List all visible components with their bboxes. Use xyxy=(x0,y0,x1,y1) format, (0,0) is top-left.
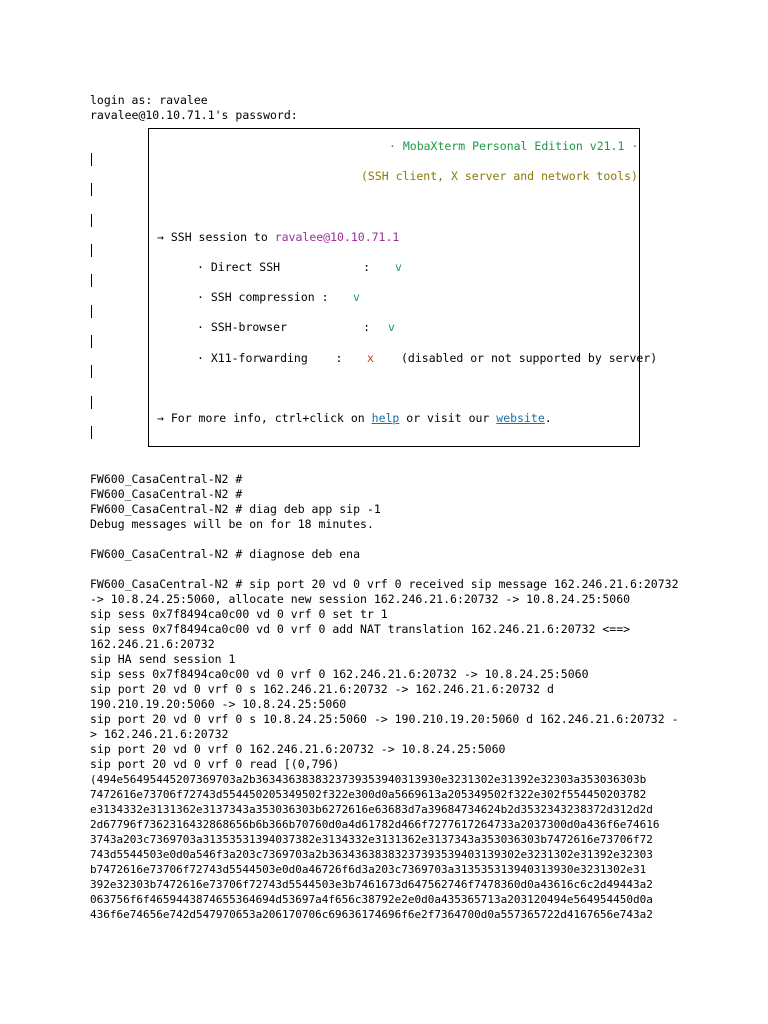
wrap-bar xyxy=(91,183,92,196)
hex-dump-line: 7472616e73706f72743d554450205349502f322e300d0a5669613a205349502f322e302f554450203782 xyxy=(90,788,647,801)
info-suffix: . xyxy=(544,411,552,425)
hex-dump-line: e3134332e3131362e3137343a353036303b6272616e63683d7a39684734624b2d3532343238372d312d2d xyxy=(90,803,653,816)
feature-ssh-browser-value: v xyxy=(388,320,395,334)
console-line: sip sess 0x7f8494ca0c00 vd 0 vrf 0 add NAT translation 162.246.21.6:20732 <==> xyxy=(90,622,631,636)
console-line: FW600_CasaCentral-N2 # diagnose deb ena xyxy=(90,547,361,561)
wrap-bar xyxy=(91,335,92,348)
banner-subtitle: (SSH client, X server and network tools) xyxy=(361,169,638,183)
console-line: 190.210.19.20:5060 -> 10.8.24.25:5060 xyxy=(90,697,347,711)
info-prefix: → For more info, ctrl+click on xyxy=(157,411,372,425)
hex-dump-line: 392e32303b7472616e73706f72743d5544503e3b7461673d647562746f7478360d0a43616c6c2d49443a2 xyxy=(90,878,653,891)
session-prefix: → SSH session to xyxy=(157,230,275,244)
console-line: FW600_CasaCentral-N2 # xyxy=(90,487,243,501)
console-line: sip port 20 vd 0 vrf 0 s 10.8.24.25:5060 -> 190.210.19.20:5060 d 162.246.21.6:20732 - xyxy=(90,712,679,726)
console-line: sip port 20 vd 0 vrf 0 read [(0,796) xyxy=(90,757,340,771)
session-target: ravalee@10.10.71.1 xyxy=(274,230,400,244)
login-prompt: login as: ravalee xyxy=(90,93,208,107)
wrap-bar xyxy=(91,426,92,439)
console-line: sip port 20 vd 0 vrf 0 162.246.21.6:20732 -> 10.8.24.25:5060 xyxy=(90,742,506,756)
feature-direct-ssh-value: v xyxy=(395,260,402,274)
password-prompt: ravalee@10.10.71.1's password: xyxy=(90,108,298,122)
hex-dump-line: 436f6e74656e742d547970653a206170706c69636174696f6e2f7364700d0a557365722d4167656e743a2 xyxy=(90,908,653,921)
hex-dump-line: 3743a203c7369703a31353531394037382e3134332e3131362e3137343a353036303b7472616e73706f72 xyxy=(90,833,653,846)
wrap-bar xyxy=(91,396,92,409)
feature-ssh-compression-value: v xyxy=(353,290,360,304)
console-line: Debug messages will be on for 18 minutes. xyxy=(90,517,374,531)
console-line: FW600_CasaCentral-N2 # diag deb app sip -1 xyxy=(90,502,381,516)
banner-title: · MobaXterm Personal Edition v21.1 · xyxy=(389,139,639,153)
wrap-bar xyxy=(91,365,92,378)
banner-corner xyxy=(639,129,640,139)
feature-x11-label: · X11-forwarding : xyxy=(197,351,343,365)
mobaxterm-banner xyxy=(148,128,658,447)
feature-x11-note: (disabled or not supported by server) xyxy=(401,351,658,365)
wrap-bar xyxy=(91,153,92,166)
feature-x11-value: x xyxy=(367,351,374,365)
wrap-bar xyxy=(91,274,92,287)
wrap-bar xyxy=(91,305,92,318)
info-middle: or visit our xyxy=(399,411,497,425)
console-line: -> 10.8.24.25:5060, allocate new session 162.246.21.6:20732 -> 10.8.24.25:5060 xyxy=(90,592,631,606)
hex-dump-line: 743d5544503e0d0a546f3a203c7369703a2b36343638383237393539403139302e3231302e31392e32303 xyxy=(90,848,653,861)
more-info-line xyxy=(157,411,552,426)
feature-ssh-browser-label: · SSH-browser : xyxy=(197,320,371,334)
hex-dump-line: 2d67796f7362316432868656b6b366b70760d0a4d61782d466f7277617264733a2037300d0a436f6e74616 xyxy=(90,818,660,831)
console-line: sip port 20 vd 0 vrf 0 s 162.246.21.6:20732 -> 162.246.21.6:20732 d xyxy=(90,682,554,696)
feature-direct-ssh-label: · Direct SSH : xyxy=(197,260,371,274)
console-line: 162.246.21.6:20732 xyxy=(90,637,215,651)
wrap-bar xyxy=(91,244,92,257)
hex-dump-line: (494e56495445207369703a2b3634363838323739353940313930e3231302e31392e32303a353036303b xyxy=(90,773,647,786)
website-link[interactable]: website xyxy=(496,411,545,425)
console-line: sip sess 0x7f8494ca0c00 vd 0 vrf 0 set tr 1 xyxy=(90,607,388,621)
hex-dump-line: 063756f6f4659443874655364694d53697a4f656c38792e2e0d0a435365713a203120494e564954450d0a xyxy=(90,893,653,906)
wrap-bar xyxy=(91,214,92,227)
hex-dump-line: b7472616e73706f72743d5544503e0d0a46726f6d3a203c7369703a313535313940313930e3231302e31 xyxy=(90,863,647,876)
help-link[interactable]: help xyxy=(371,411,400,425)
console-line: FW600_CasaCentral-N2 # xyxy=(90,472,243,486)
feature-ssh-compression-label: · SSH compression : xyxy=(197,290,329,304)
ssh-session-line xyxy=(157,230,399,245)
console-line: FW600_CasaCentral-N2 # sip port 20 vd 0 vrf 0 received sip message 162.246.21.6:20732 xyxy=(90,577,679,591)
console-line: sip HA send session 1 xyxy=(90,652,236,666)
console-line: sip sess 0x7f8494ca0c00 vd 0 vrf 0 162.246.21.6:20732 -> 10.8.24.25:5060 xyxy=(90,667,589,681)
console-line: > 162.246.21.6:20732 xyxy=(90,727,229,741)
